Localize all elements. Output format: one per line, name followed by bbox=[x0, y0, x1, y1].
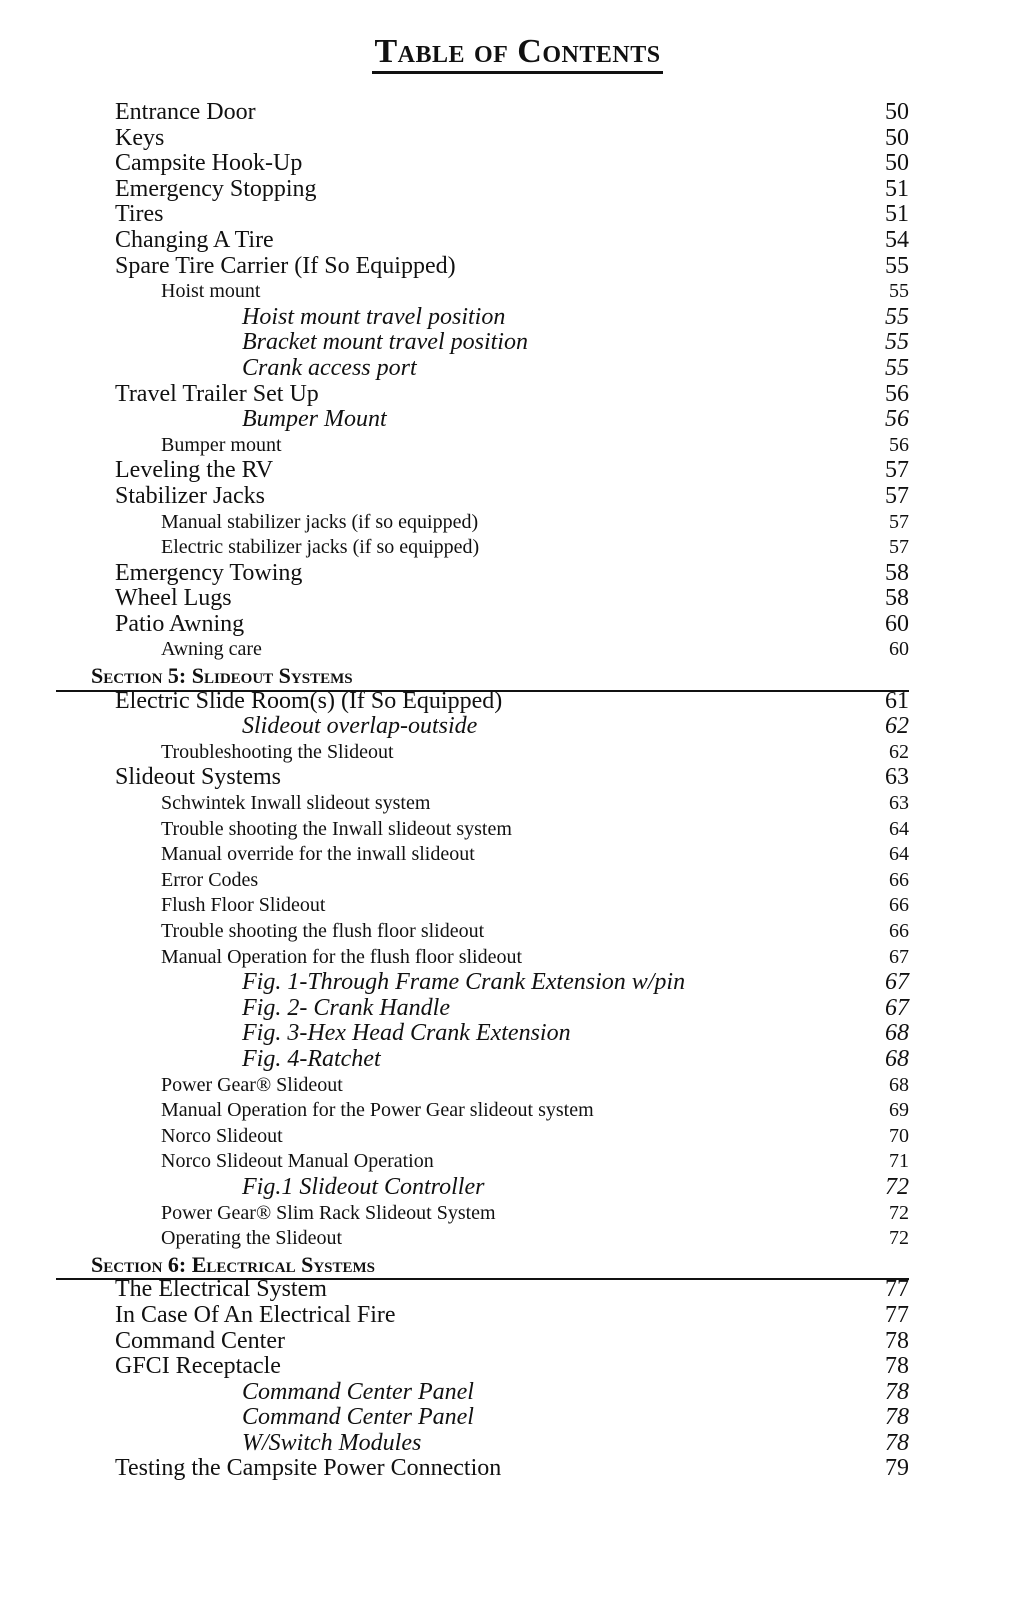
toc-entry[interactable] bbox=[0, 1329, 1035, 1355]
toc-entry[interactable] bbox=[0, 791, 1035, 817]
toc-entry-page-number: 67 bbox=[885, 994, 909, 1021]
toc-entry-label: Spare Tire Carrier (If So Equipped) bbox=[115, 252, 456, 279]
toc-entry[interactable] bbox=[0, 945, 1035, 971]
toc-entry-label: Power Gear® Slideout bbox=[161, 1073, 343, 1096]
toc-entry[interactable] bbox=[0, 407, 1035, 433]
toc-entry-page-number: 58 bbox=[885, 585, 909, 612]
toc-entry-page-number: 60 bbox=[889, 638, 909, 661]
page-title-text: Table of Contents bbox=[372, 33, 662, 74]
toc-entry-label: Fig. 4-Ratchet bbox=[242, 1045, 381, 1072]
toc-entry-page-number: 72 bbox=[885, 1173, 909, 1200]
toc-entry-label: Flush Floor Slideout bbox=[161, 894, 326, 917]
toc-entry-label: Slideout overlap-outside bbox=[242, 713, 478, 740]
toc-entry[interactable] bbox=[0, 1405, 1035, 1431]
toc-entry[interactable] bbox=[0, 1098, 1035, 1124]
toc-entry-page-number: 63 bbox=[889, 792, 909, 815]
toc-entry-page-number: 62 bbox=[889, 740, 909, 763]
toc-entry[interactable] bbox=[0, 458, 1035, 484]
toc-entry[interactable] bbox=[0, 510, 1035, 536]
section-heading bbox=[0, 663, 1035, 689]
toc-entry[interactable] bbox=[0, 612, 1035, 638]
toc-entry[interactable] bbox=[0, 637, 1035, 663]
toc-entry-page-number: 55 bbox=[885, 329, 909, 356]
toc-entry-label: Section 6: Electrical Systems bbox=[91, 1251, 376, 1277]
toc-entry-label: Wheel Lugs bbox=[115, 585, 232, 612]
toc-entry-page-number: 78 bbox=[885, 1404, 909, 1431]
toc-entry[interactable] bbox=[0, 893, 1035, 919]
toc-entry-page-number: 61 bbox=[885, 687, 909, 714]
toc-entry[interactable] bbox=[0, 740, 1035, 766]
toc-entry[interactable] bbox=[0, 1456, 1035, 1482]
toc-entry[interactable] bbox=[0, 279, 1035, 305]
toc-entry-page-number: 78 bbox=[885, 1327, 909, 1354]
toc-entry-page-number: 55 bbox=[889, 280, 909, 303]
toc-entry[interactable] bbox=[0, 228, 1035, 254]
toc-entry[interactable] bbox=[0, 356, 1035, 382]
toc-entry-page-number: 69 bbox=[889, 1099, 909, 1122]
toc-entry-label: Command Center bbox=[115, 1327, 285, 1354]
toc-entry-page-number: 67 bbox=[889, 945, 909, 968]
toc-entry-label: Norco Slideout bbox=[161, 1124, 283, 1147]
toc-entry-label: Electric Slide Room(s) (If So Equipped) bbox=[115, 687, 503, 714]
toc-entry-page-number: 71 bbox=[889, 1150, 909, 1173]
toc-entry-page-number: 50 bbox=[885, 124, 909, 151]
toc-entry-label: Schwintek Inwall slideout system bbox=[161, 792, 431, 815]
toc-entry-label: Hoist mount bbox=[161, 280, 261, 303]
toc-entry[interactable] bbox=[0, 714, 1035, 740]
toc-entry-page-number: 77 bbox=[885, 1276, 909, 1303]
toc-entry-page-number: 66 bbox=[889, 920, 909, 942]
toc-entry[interactable] bbox=[0, 202, 1035, 228]
toc-entry-page-number: 54 bbox=[885, 226, 909, 253]
toc-entry-page-number: 67 bbox=[885, 969, 909, 996]
toc-entry-label: Tires bbox=[115, 201, 164, 228]
toc-entry[interactable] bbox=[0, 433, 1035, 459]
toc-entry[interactable] bbox=[0, 151, 1035, 177]
toc-entry-page-number: 64 bbox=[889, 843, 909, 866]
toc-entry-label: In Case Of An Electrical Fire bbox=[115, 1301, 396, 1328]
toc-entry-label: Bumper mount bbox=[161, 433, 282, 456]
toc-entry-label: Section 5: Slideout Systems bbox=[91, 663, 353, 689]
toc-entry[interactable] bbox=[0, 919, 1035, 945]
toc-entry-page-number: 72 bbox=[889, 1227, 909, 1250]
toc-entry-page-number: 57 bbox=[889, 510, 909, 533]
toc-entry-label: Manual override for the inwall slideout bbox=[161, 843, 475, 866]
toc-entry-page-number: 55 bbox=[885, 252, 909, 279]
toc-entry-page-number: 66 bbox=[889, 894, 909, 917]
toc-entry-page-number: 50 bbox=[885, 150, 909, 177]
toc-entry[interactable] bbox=[0, 1124, 1035, 1150]
table-of-contents bbox=[0, 100, 1035, 1482]
toc-entry-label: Entrance Door bbox=[115, 99, 256, 125]
toc-entry-label: Leveling the RV bbox=[115, 457, 274, 484]
toc-entry-label: Norco Slideout Manual Operation bbox=[161, 1150, 434, 1173]
toc-entry-label: Electric stabilizer jacks (if so equipped) bbox=[161, 536, 480, 559]
toc-entry[interactable] bbox=[0, 1149, 1035, 1175]
toc-entry-page-number: 79 bbox=[885, 1455, 909, 1482]
toc-entry-label: Patio Awning bbox=[115, 610, 245, 637]
toc-entry-label: Manual stabilizer jacks (if so equipped) bbox=[161, 510, 479, 533]
toc-entry-page-number: 55 bbox=[885, 354, 909, 381]
toc-entry-label: Emergency Towing bbox=[115, 559, 303, 586]
toc-entry-label: Fig. 1-Through Frame Crank Extension w/pin bbox=[242, 969, 686, 996]
toc-entry-label: Trouble shooting the Inwall slideout system bbox=[161, 817, 512, 840]
toc-entry[interactable] bbox=[0, 1073, 1035, 1099]
toc-entry[interactable] bbox=[0, 1277, 1035, 1303]
toc-entry-page-number: 64 bbox=[889, 817, 909, 840]
toc-entry[interactable] bbox=[0, 100, 1035, 126]
toc-entry-page-number: 57 bbox=[889, 536, 909, 559]
toc-entry[interactable] bbox=[0, 561, 1035, 587]
toc-entry[interactable] bbox=[0, 254, 1035, 280]
toc-entry-page-number: 78 bbox=[885, 1429, 909, 1456]
toc-entry-label: Power Gear® Slim Rack Slideout System bbox=[161, 1201, 496, 1224]
toc-entry-label: Command Center Panel bbox=[242, 1404, 474, 1431]
toc-entry-label: Fig.1 Slideout Controller bbox=[242, 1173, 485, 1200]
toc-entry[interactable] bbox=[0, 765, 1035, 791]
toc-entry-label: Bracket mount travel position bbox=[242, 329, 528, 356]
toc-entry-page-number: 72 bbox=[889, 1201, 909, 1224]
toc-entry-page-number: 78 bbox=[885, 1353, 909, 1380]
toc-entry-label: Troubleshooting the Slideout bbox=[161, 740, 394, 763]
toc-entry-label: The Electrical System bbox=[115, 1276, 327, 1303]
toc-entry-label: Slideout Systems bbox=[115, 764, 282, 791]
toc-entry[interactable] bbox=[0, 1175, 1035, 1201]
toc-entry-label: Awning care bbox=[161, 638, 262, 661]
toc-entry-page-number: 70 bbox=[889, 1124, 909, 1147]
toc-entry-label: Fig. 2- Crank Handle bbox=[242, 994, 450, 1021]
toc-entry-label: Error Codes bbox=[161, 868, 259, 891]
toc-entry-page-number: 50 bbox=[885, 99, 909, 125]
toc-entry-label: Hoist mount travel position bbox=[242, 303, 506, 330]
toc-entry[interactable] bbox=[0, 970, 1035, 996]
toc-entry-page-number: 78 bbox=[885, 1378, 909, 1405]
toc-entry[interactable] bbox=[0, 484, 1035, 510]
toc-entry[interactable] bbox=[0, 996, 1035, 1022]
toc-entry-label: Campsite Hook-Up bbox=[115, 150, 303, 177]
toc-entry-page-number: 56 bbox=[889, 433, 909, 456]
toc-entry-label: Testing the Campsite Power Connection bbox=[115, 1455, 502, 1482]
toc-entry[interactable] bbox=[0, 817, 1035, 843]
toc-entry-label: Stabilizer Jacks bbox=[115, 482, 265, 509]
toc-entry[interactable] bbox=[0, 689, 1035, 715]
toc-entry-page-number: 57 bbox=[885, 457, 909, 484]
toc-entry-label: Fig. 3-Hex Head Crank Extension bbox=[242, 1020, 571, 1047]
toc-entry-page-number: 63 bbox=[885, 764, 909, 791]
toc-entry[interactable] bbox=[0, 1201, 1035, 1227]
toc-entry-label: Changing A Tire bbox=[115, 226, 274, 253]
toc-entry-page-number: 51 bbox=[885, 201, 909, 228]
toc-entry-label: Command Center Panel bbox=[242, 1378, 474, 1405]
toc-entry-label: Keys bbox=[115, 124, 165, 151]
toc-entry-label: Manual Operation for the Power Gear slideout system bbox=[161, 1099, 594, 1122]
toc-entry[interactable] bbox=[0, 1354, 1035, 1380]
toc-entry[interactable] bbox=[0, 586, 1035, 612]
toc-entry-label: Travel Trailer Set Up bbox=[115, 380, 319, 407]
toc-entry-page-number: 60 bbox=[885, 610, 909, 637]
section-heading bbox=[0, 1252, 1035, 1278]
toc-entry-label: W/Switch Modules bbox=[242, 1429, 422, 1456]
toc-entry-page-number: 62 bbox=[885, 713, 909, 740]
toc-entry[interactable] bbox=[0, 305, 1035, 331]
toc-entry[interactable] bbox=[0, 126, 1035, 152]
toc-entry-label: Bumper Mount bbox=[242, 406, 387, 433]
toc-entry-label: Crank access port bbox=[242, 354, 417, 381]
toc-entry[interactable] bbox=[0, 842, 1035, 868]
toc-entry-page-number: 68 bbox=[885, 1020, 909, 1047]
toc-entry-page-number: 68 bbox=[885, 1045, 909, 1072]
toc-entry[interactable] bbox=[0, 1047, 1035, 1073]
toc-entry[interactable] bbox=[0, 330, 1035, 356]
toc-entry-label: Operating the Slideout bbox=[161, 1227, 343, 1250]
toc-entry-page-number: 56 bbox=[885, 406, 909, 433]
toc-entry[interactable] bbox=[0, 382, 1035, 408]
toc-entry-page-number: 56 bbox=[885, 380, 909, 407]
toc-entry-label: GFCI Receptacle bbox=[115, 1353, 281, 1380]
toc-entry[interactable] bbox=[0, 1380, 1035, 1406]
toc-entry[interactable] bbox=[0, 1431, 1035, 1457]
toc-entry[interactable] bbox=[0, 1226, 1035, 1252]
page-title bbox=[0, 33, 1035, 70]
toc-entry-label: Trouble shooting the flush floor slideout bbox=[161, 920, 485, 942]
toc-entry-page-number: 58 bbox=[885, 559, 909, 586]
toc-entry[interactable] bbox=[0, 868, 1035, 894]
toc-entry[interactable] bbox=[0, 177, 1035, 203]
toc-entry[interactable] bbox=[0, 1303, 1035, 1329]
toc-entry[interactable] bbox=[0, 535, 1035, 561]
toc-entry-page-number: 77 bbox=[885, 1301, 909, 1328]
toc-entry-page-number: 51 bbox=[885, 175, 909, 202]
toc-entry-page-number: 66 bbox=[889, 868, 909, 891]
toc-entry-page-number: 55 bbox=[885, 303, 909, 330]
toc-entry[interactable] bbox=[0, 1021, 1035, 1047]
toc-entry-label: Emergency Stopping bbox=[115, 175, 317, 202]
toc-entry-label: Manual Operation for the flush floor slideout bbox=[161, 945, 523, 968]
toc-entry-page-number: 57 bbox=[885, 482, 909, 509]
toc-entry-page-number: 68 bbox=[889, 1073, 909, 1096]
